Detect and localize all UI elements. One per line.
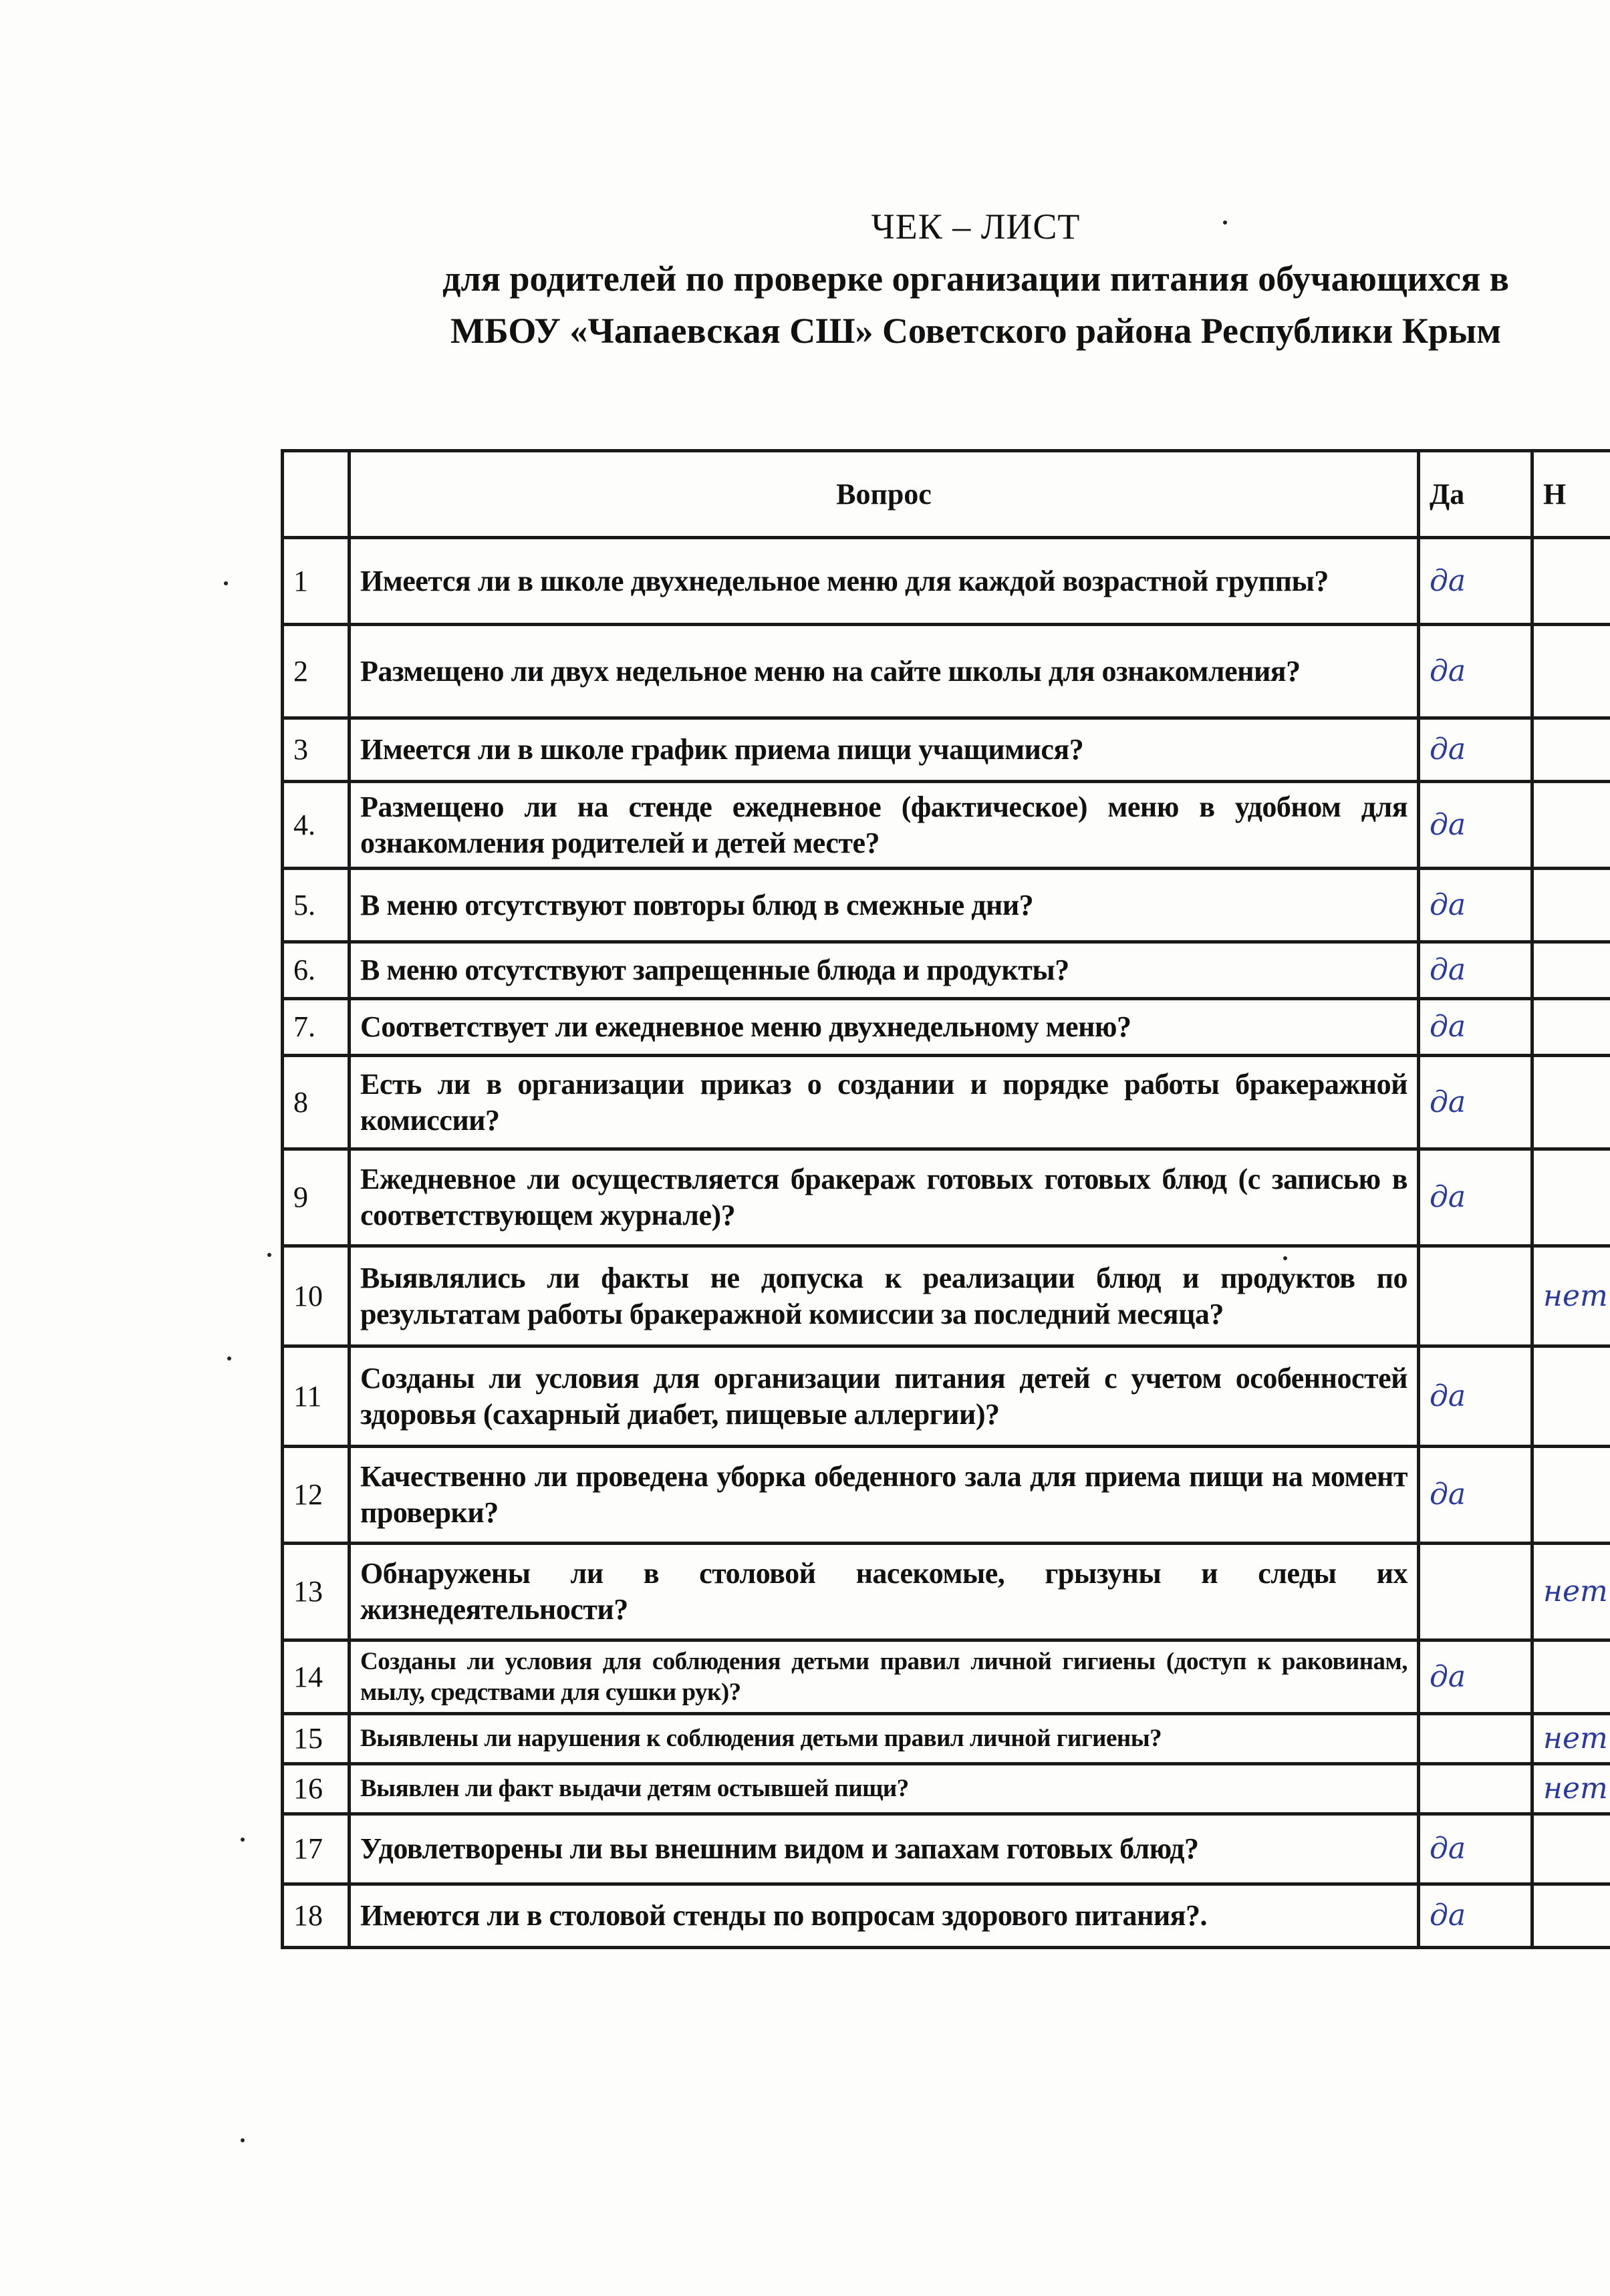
row-answer-no	[1532, 1447, 1610, 1544]
row-answer-yes: да	[1419, 1640, 1532, 1714]
row-answer-no	[1532, 1056, 1610, 1149]
row-number: 7.	[283, 999, 350, 1056]
document-header	[374, 200, 1577, 357]
row-question: Имеется ли в школе двухнедельное меню для каждой возрастной группы?	[350, 538, 1419, 625]
table-row	[283, 869, 1610, 942]
row-question: Созданы ли условия для соблюдения детьми правил личной гигиены (доступ к раковинам, мылу, средствами для сушки рук)?	[350, 1640, 1419, 1714]
row-question: Удовлетворены ли вы внешним видом и запахам готовых блюд?	[350, 1814, 1419, 1884]
row-answer-no: нет	[1532, 1246, 1610, 1346]
table-row	[283, 1447, 1610, 1544]
row-answer-no: нет	[1532, 1714, 1610, 1764]
row-number: 14	[283, 1640, 350, 1714]
table-row	[283, 1544, 1610, 1640]
row-number: 18	[283, 1884, 350, 1948]
row-question: Имеется ли в школе график приема пищи учащимися?	[350, 718, 1419, 782]
row-answer-yes: да	[1419, 1346, 1532, 1447]
row-answer-no	[1532, 1640, 1610, 1714]
table-row	[283, 999, 1610, 1056]
table-row	[283, 1056, 1610, 1149]
table-row	[283, 538, 1610, 625]
row-answer-no	[1532, 1346, 1610, 1447]
table-row	[283, 1640, 1610, 1714]
row-number: 3	[283, 718, 350, 782]
row-question: Размещено ли двух недельное меню на сайте школы для ознакомления?	[350, 625, 1419, 718]
row-question: В меню отсутствуют повторы блюд в смежные дни?	[350, 869, 1419, 942]
row-answer-yes: да	[1419, 625, 1532, 718]
row-question: Выявлялись ли факты не допуска к реализации блюд и продуктов по результатам работы бракеражной комиссии за последний месяца?	[350, 1246, 1419, 1346]
row-question: Созданы ли условия для организации питания детей с учетом особенностей здоровья (сахарный диабет, пищевые аллергии)?	[350, 1346, 1419, 1447]
row-question: В меню отсутствуют запрещенные блюда и продукты?	[350, 942, 1419, 999]
row-question: Соответствует ли ежедневное меню двухнедельному меню?	[350, 999, 1419, 1056]
row-number: 2	[283, 625, 350, 718]
checklist-table	[281, 449, 1610, 1949]
row-answer-yes	[1419, 1764, 1532, 1814]
row-answer-no	[1532, 1814, 1610, 1884]
header-no: Н	[1532, 451, 1610, 538]
row-answer-no	[1532, 1884, 1610, 1948]
scan-speck	[241, 2138, 245, 2142]
table-row	[283, 1346, 1610, 1447]
row-answer-yes: да	[1419, 718, 1532, 782]
row-number: 9	[283, 1149, 350, 1246]
row-number: 10	[283, 1246, 350, 1346]
table-row	[283, 625, 1610, 718]
row-answer-yes: да	[1419, 942, 1532, 999]
row-answer-no	[1532, 942, 1610, 999]
row-answer-no: нет	[1532, 1544, 1610, 1640]
header-num-cell	[283, 451, 350, 538]
row-number: 5.	[283, 869, 350, 942]
row-question: Выявлен ли факт выдачи детям остывшей пищи?	[350, 1764, 1419, 1814]
row-answer-no	[1532, 718, 1610, 782]
row-answer-yes: да	[1419, 1056, 1532, 1149]
scan-speck	[1223, 221, 1227, 225]
row-number: 15	[283, 1714, 350, 1764]
row-number: 6.	[283, 942, 350, 999]
row-answer-yes: да	[1419, 782, 1532, 869]
row-answer-yes: да	[1419, 999, 1532, 1056]
row-question: Выявлены ли нарушения к соблюдения детьми правил личной гигиены?	[350, 1714, 1419, 1764]
row-answer-no	[1532, 869, 1610, 942]
table-row	[283, 718, 1610, 782]
row-number: 17	[283, 1814, 350, 1884]
table-row	[283, 1149, 1610, 1246]
document-subtitle-line2: МБОУ «Чапаевская СШ» Советского района Республики Крым	[450, 311, 1501, 351]
row-number: 4.	[283, 782, 350, 869]
row-number: 12	[283, 1447, 350, 1544]
row-answer-no	[1532, 625, 1610, 718]
table-row	[283, 1246, 1610, 1346]
row-answer-yes	[1419, 1246, 1532, 1346]
row-answer-yes: да	[1419, 1884, 1532, 1948]
row-answer-yes: да	[1419, 1814, 1532, 1884]
scan-speck	[227, 1356, 231, 1360]
table-row	[283, 942, 1610, 999]
row-number: 8	[283, 1056, 350, 1149]
row-answer-yes	[1419, 1714, 1532, 1764]
table-row	[283, 782, 1610, 869]
row-answer-no: нет	[1532, 1764, 1610, 1814]
row-question: Ежедневное ли осуществляется бракераж готовых готовых блюд (с записью в соответствующем журнале)?	[350, 1149, 1419, 1246]
row-number: 1	[283, 538, 350, 625]
row-answer-no	[1532, 538, 1610, 625]
table-header-row	[283, 451, 1610, 538]
document-title: ЧЕК – ЛИСТ	[871, 206, 1081, 247]
row-number: 11	[283, 1346, 350, 1447]
row-answer-no	[1532, 999, 1610, 1056]
table-row	[283, 1764, 1610, 1814]
header-yes: Да	[1419, 451, 1532, 538]
table-row	[283, 1814, 1610, 1884]
row-number: 16	[283, 1764, 350, 1814]
table-row	[283, 1714, 1610, 1764]
row-answer-yes: да	[1419, 869, 1532, 942]
scan-speck	[224, 581, 228, 585]
scan-speck	[241, 1838, 245, 1842]
table-row	[283, 1884, 1610, 1948]
row-answer-yes	[1419, 1544, 1532, 1640]
row-question: Размещено ли на стенде ежедневное (фактическое) меню в удобном для ознакомления родителей и детей месте?	[350, 782, 1419, 869]
row-answer-no	[1532, 782, 1610, 869]
row-question: Есть ли в организации приказ о создании и порядке работы бракеражной комиссии?	[350, 1056, 1419, 1149]
row-answer-yes: да	[1419, 538, 1532, 625]
row-question: Качественно ли проведена уборка обеденного зала для приема пищи на момент проверки?	[350, 1447, 1419, 1544]
document-subtitle-line1: для родителей по проверке организации питания обучающихся в	[442, 259, 1509, 299]
scan-speck	[267, 1253, 271, 1257]
row-answer-yes: да	[1419, 1149, 1532, 1246]
row-number: 13	[283, 1544, 350, 1640]
row-answer-yes: да	[1419, 1447, 1532, 1544]
row-answer-no	[1532, 1149, 1610, 1246]
scan-speck	[1283, 1256, 1287, 1260]
header-question: Вопрос	[350, 451, 1419, 538]
row-question: Обнаружены ли в столовой насекомые, грызуны и следы их жизнедеятельности?	[350, 1544, 1419, 1640]
row-question: Имеются ли в столовой стенды по вопросам здорового питания?.	[350, 1884, 1419, 1948]
